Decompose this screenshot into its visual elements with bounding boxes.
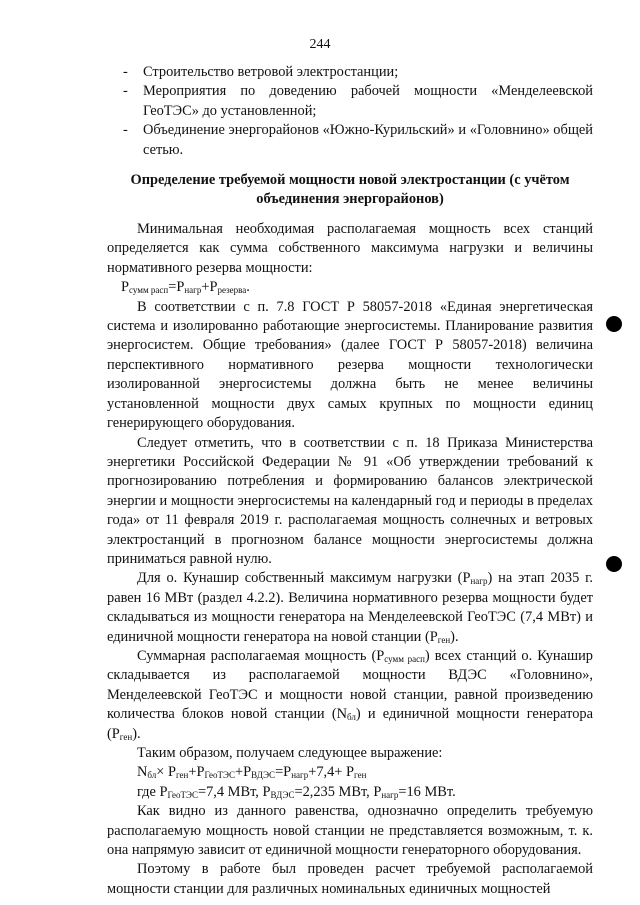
list-item-text: Мероприятия по доведению рабочей мощности «Менделеевской ГеоТЭС» до установленной; [143, 83, 593, 119]
paragraph-conclusion: Как видно из данного равенства, однозначно определить требуемую располагаемую мощность новой станции не представляется возможным, т. к. она напрямую зависит от единичной мощности генераторного оборудования. [107, 803, 593, 859]
section-heading: Определение требуемой мощности новой электростанции (с учётом объединения энергорайонов) [130, 172, 570, 208]
formula-required-capacity: $P_{сумм расп}=P_{нагр}+P_{резерва}$. [121, 279, 250, 296]
paragraph-order: Следует отметить, что в соответствии с п. 18 Приказа Министерства энергетики Российской Федерации № 91 «Об утверждении требований к прогнозированию потребления и формированию балансов электрической энергии и мощности энергосистемы на календарный год и периоды в пределах года» от 11 февраля 2019 г. располагаемая мощность солнечных и ветровых электростанций в прогнозном балансе мощности энергосистемы должна приниматься равной нулю. [107, 434, 593, 567]
paragraph-kunashir-load: Для о. Кунашир собственный максимум нагрузки $(P_{нагр})$ на этап 2035 г. равен 16 МВт (раздел 4.2.2). Величина нормативного резерва мощности будет складываться из мощности генератора на Менделеевской ГеоТЭС (7,4 МВт) и единичной мощности генератора на новой станции $(P_{ген})$. [107, 570, 593, 645]
paragraph-calculation: Поэтому в работе был проведен расчет требуемой располагаемой мощности станции для различных номинальных единичных мощностей [107, 861, 593, 897]
paragraph-intro: Минимальная необходимая располагаемая мощность всех станций определяется как сумма собственного максимума нагрузки и величины нормативного резерва мощности: [107, 221, 593, 276]
scan-punch-hole-mark [606, 556, 622, 572]
list-bullet: - [123, 64, 128, 80]
paragraph-expression-intro: Таким образом, получаем следующее выражение: [137, 745, 443, 761]
list-item [107, 63, 593, 82]
list-bullet: - [123, 122, 128, 139]
formula-balance: $N_{бл}\times P_{ген}+P_{ГеоТЭС}+P_{ВДЭС}=P_{нагр}+7,4+ P_{ген}$ [137, 764, 367, 781]
page-content [107, 63, 593, 899]
list-item [107, 121, 593, 160]
paragraph-gost: В соответствии с п. 7.8 ГОСТ Р 58057-2018 «Единая энергетическая система и изолированно работающие энергосистемы. Планирование развития энергосистем. Общие требования» (далее ГОСТ Р 58057-2018) величина перспективного нормативного резерва мощности технологически изолированной энергосистемы должна быть не менее величины установленной мощности двух самых крупных по мощности единиц генерирующего оборудования. [107, 298, 593, 432]
list-bullet: - [123, 83, 128, 100]
scan-punch-hole-mark [606, 316, 622, 332]
list-item [107, 82, 593, 121]
list-item-text: Объединение энергорайонов «Южно-Курильский» и «Головнино» общей сетью. [143, 122, 593, 158]
formula-values: где $P_{ГеоТЭС}=7,4$ МВт, $P_{ВДЭС}=2,235$ МВт, $P_{нагр}=16$ МВт. [137, 783, 456, 800]
paragraph-total-capacity: Суммарная располагаемая мощность $(P_{сумм расп})$ всех станций о. Кунашир складывается из располагаемой мощности ВДЭС «Головнино», Менделеевской ГеоТЭС и мощности новой станции, равной произведению количества блоков новой станции $(N_{бл})$ и единичной мощности генератора $(P_{ген})$. [107, 647, 593, 742]
page-number: 244 [309, 37, 331, 52]
list-item-text: Строительство ветровой электростанции; [143, 64, 399, 80]
